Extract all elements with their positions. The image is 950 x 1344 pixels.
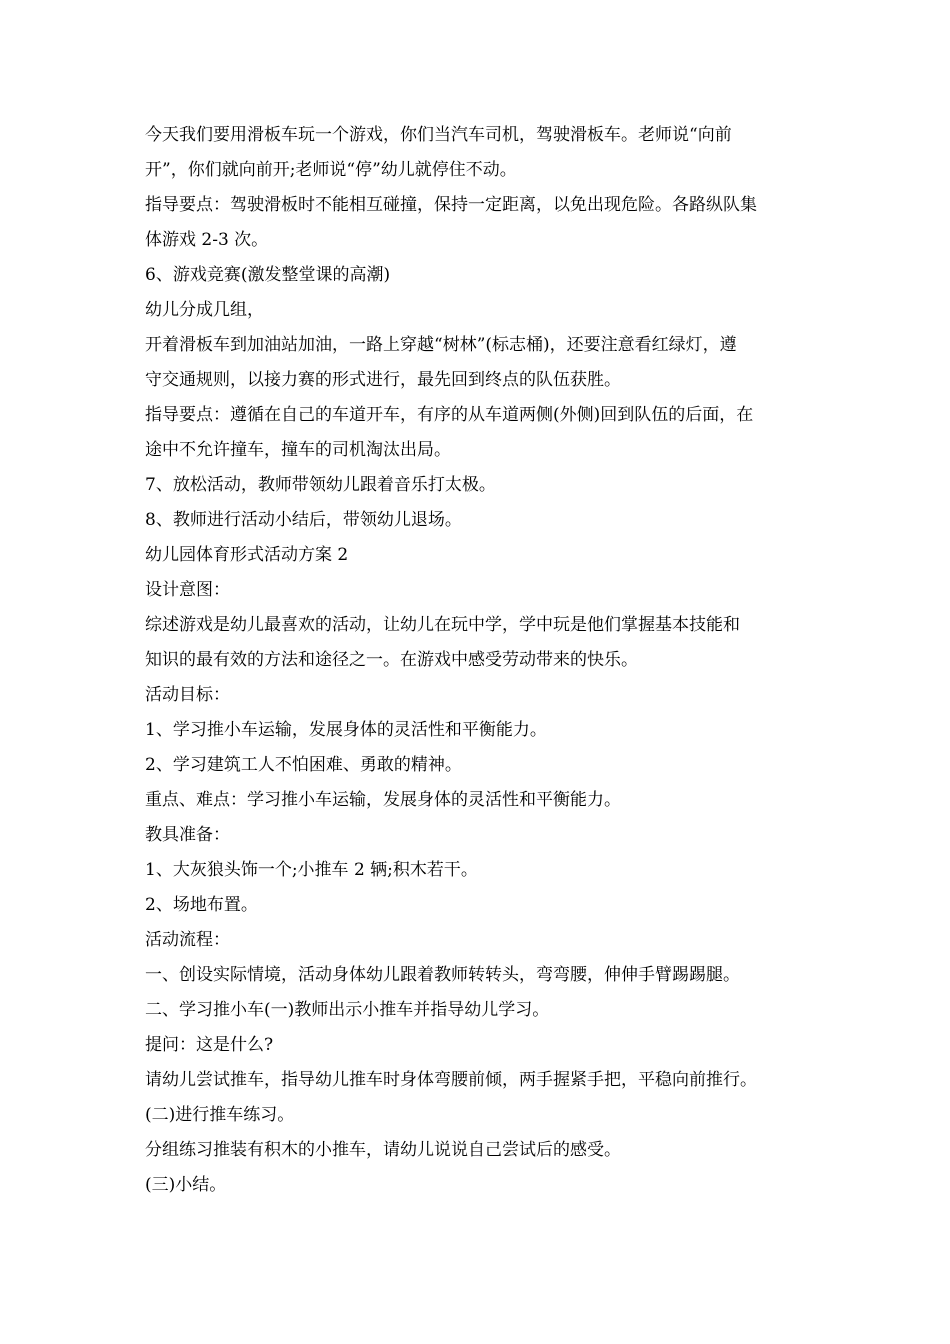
text-line: 途中不允许撞车，撞车的司机淘汰出局。 — [145, 440, 451, 460]
text-line: 体游戏 2-3 次。 — [145, 230, 269, 250]
list-item: 2、学习建筑工人不怕困难、勇敢的精神。 — [145, 755, 462, 775]
section-heading: 活动流程： — [145, 930, 230, 950]
text-line: 指导要点：驾驶滑板时不能相互碰撞，保持一定距离，以免出现危险。各路纵队集 — [145, 195, 757, 215]
text-line: 重点、难点：学习推小车运输，发展身体的灵活性和平衡能力。 — [145, 790, 621, 810]
document-title: 幼儿园体育形式活动方案 2 — [145, 545, 349, 565]
text-line: 提问：这是什么? — [145, 1035, 274, 1055]
list-item: 1、大灰狼头饰一个;小推车 2 辆;积木若干。 — [145, 860, 478, 880]
section-heading: 设计意图： — [145, 580, 230, 600]
text-line: 开着滑板车到加油站加油，一路上穿越“树林”(标志桶)，还要注意看红绿灯，遵 — [145, 335, 737, 355]
text-line: 二、学习推小车(一)教师出示小推车并指导幼儿学习。 — [145, 1000, 550, 1020]
section-heading: 教具准备： — [145, 825, 230, 845]
text-line: 知识的最有效的方法和途径之一。在游戏中感受劳动带来的快乐。 — [145, 650, 638, 670]
text-line: 分组练习推装有积木的小推车，请幼儿说说自己尝试后的感受。 — [145, 1140, 621, 1160]
section-heading: 7、放松活动，教师带领幼儿跟着音乐打太极。 — [145, 475, 496, 495]
text-line: 开”，你们就向前开;老师说“停”幼儿就停住不动。 — [145, 160, 517, 180]
text-line: 一、创设实际情境，活动身体幼儿跟着教师转转头，弯弯腰，伸伸手臂踢踢腿。 — [145, 965, 740, 985]
list-item: 2、场地布置。 — [145, 895, 258, 915]
list-item: 1、学习推小车运输，发展身体的灵活性和平衡能力。 — [145, 720, 547, 740]
section-heading: 6、游戏竞赛(激发整堂课的高潮) — [145, 265, 391, 285]
text-line: 请幼儿尝试推车，指导幼儿推车时身体弯腰前倾，两手握紧手把，平稳向前推行。 — [145, 1070, 757, 1090]
text-line: 今天我们要用滑板车玩一个游戏，你们当汽车司机，驾驶滑板车。老师说“向前 — [145, 125, 732, 145]
text-line: 幼儿分成几组， — [145, 300, 264, 320]
text-line: 综述游戏是幼儿最喜欢的活动，让幼儿在玩中学，学中玩是他们掌握基本技能和 — [145, 615, 740, 635]
text-line: (二)进行推车练习。 — [145, 1105, 295, 1125]
section-heading: 8、教师进行活动小结后，带领幼儿退场。 — [145, 510, 462, 530]
section-heading: 活动目标： — [145, 685, 230, 705]
text-line: 指导要点：遵循在自己的车道开车，有序的从车道两侧(外侧)回到队伍的后面，在 — [145, 405, 754, 425]
text-line: (三)小结。 — [145, 1175, 227, 1195]
text-line: 守交通规则，以接力赛的形式进行，最先回到终点的队伍获胜。 — [145, 370, 621, 390]
document-body — [145, 118, 810, 1203]
